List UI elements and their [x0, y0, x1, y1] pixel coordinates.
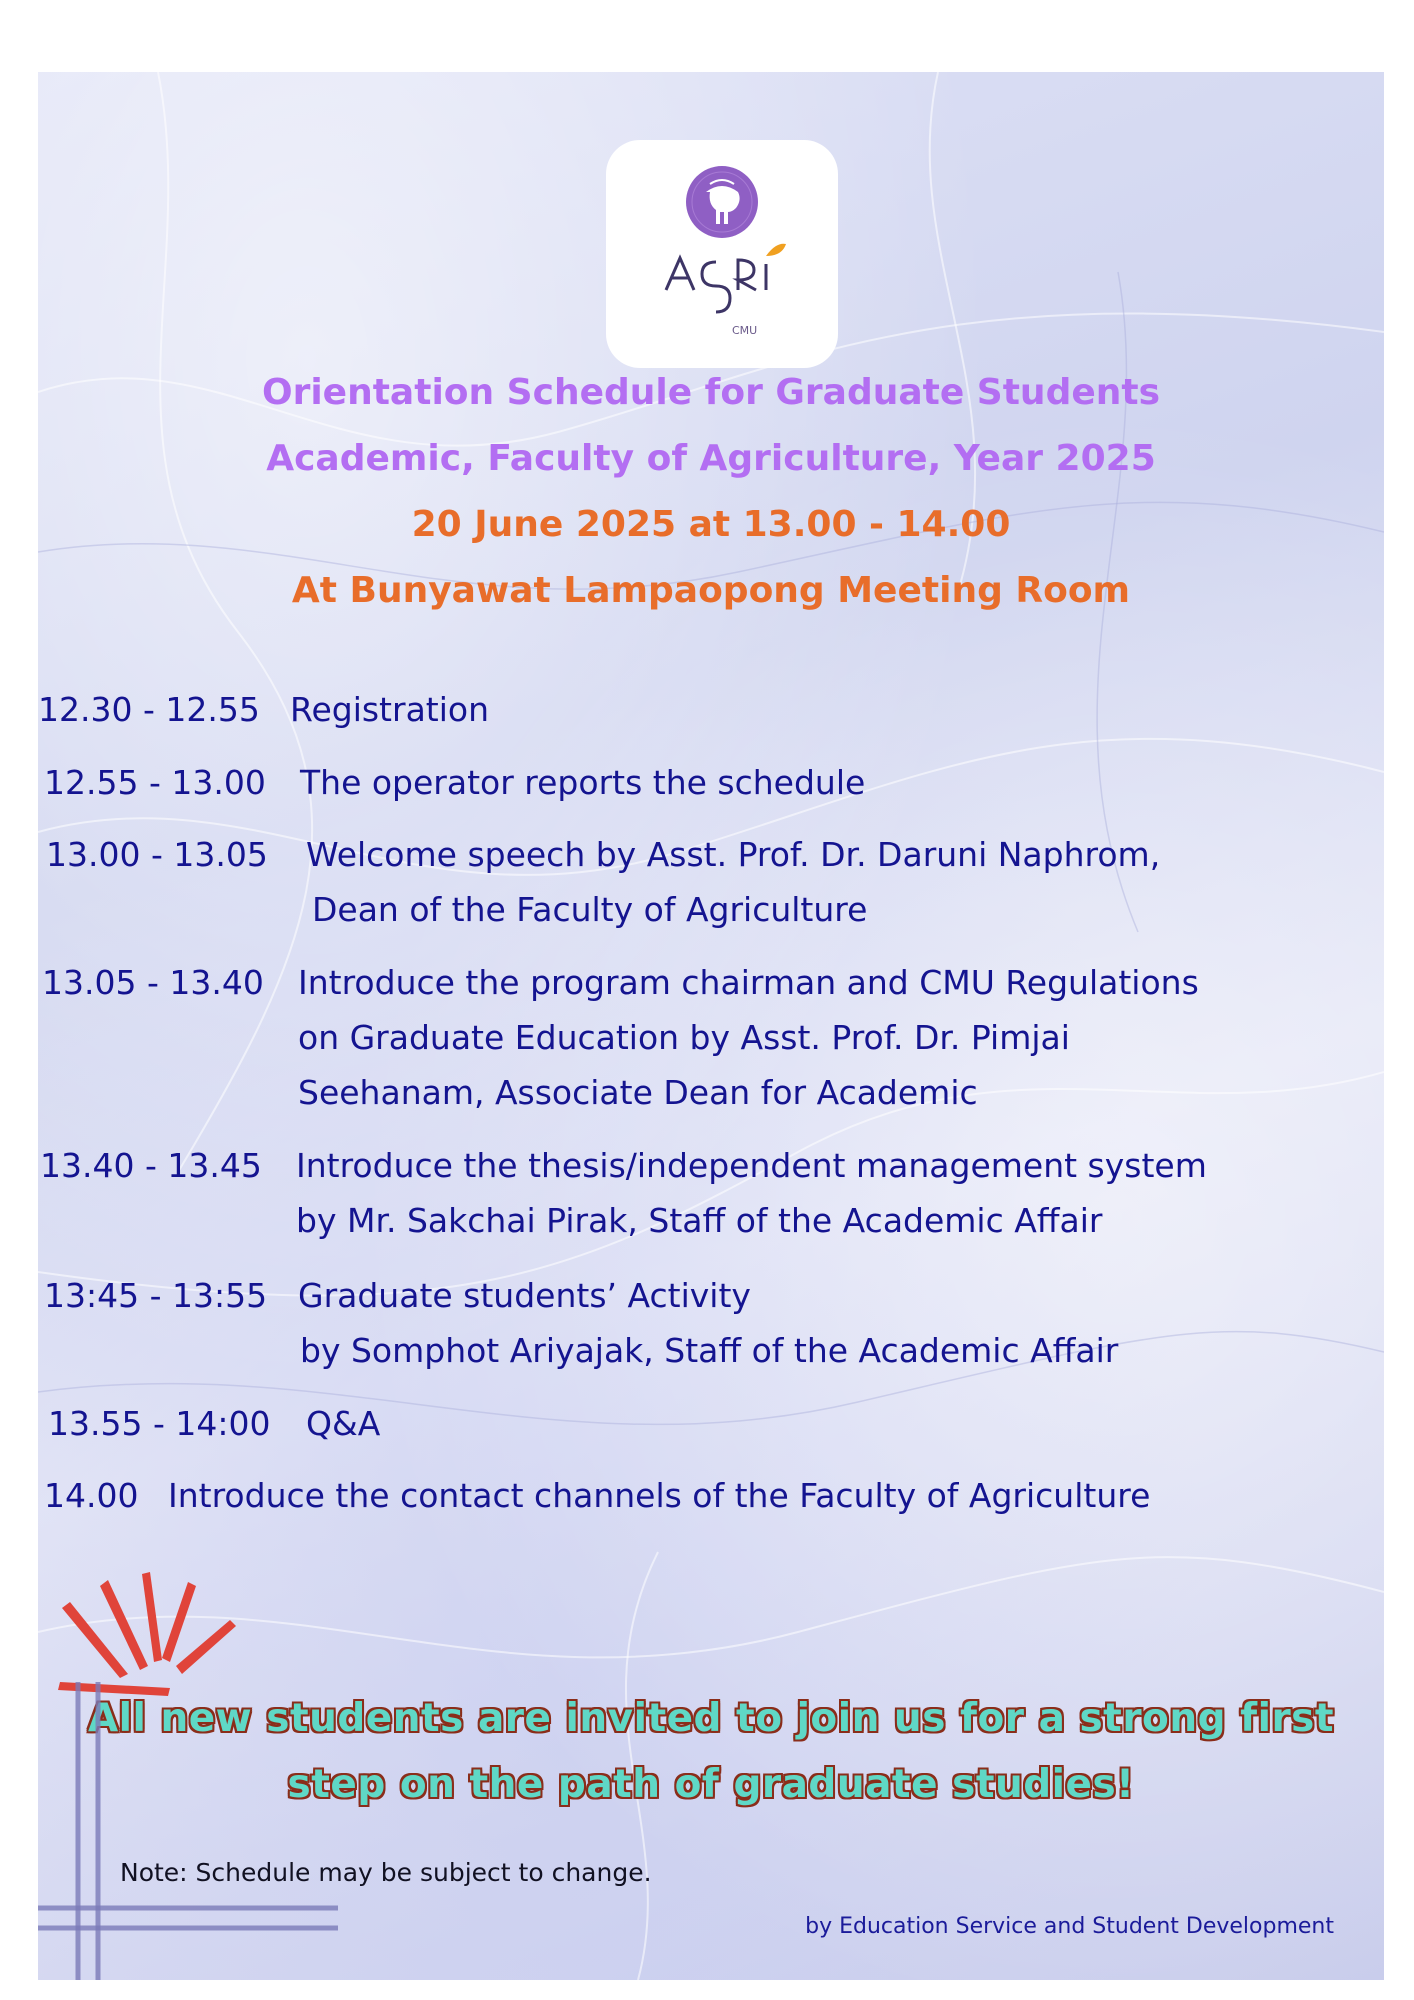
date-line: 20 June 2025 at 13.00 - 14.00: [411, 504, 1011, 545]
slogan-line-2: step on the path of graduate studies!: [287, 1762, 1135, 1807]
schedule-desc: The operator reports the schedule: [300, 763, 866, 802]
title-line-2: Academic, Faculty of Agriculture, Year 2025: [266, 438, 1156, 479]
schedule-desc: Seehanam, Associate Dean for Academic: [298, 1073, 978, 1112]
schedule-time: 12.55 - 13.00: [44, 763, 266, 802]
slogan-line-1: All new students are invited to join us for a strong first: [87, 1696, 1335, 1741]
schedule-time: 13:45 - 13:55: [44, 1276, 268, 1315]
schedule-desc: Introduce the thesis/independent management system: [296, 1146, 1207, 1185]
logo-cmu-text: CMU: [732, 324, 758, 337]
schedule-time: 14.00: [44, 1476, 139, 1515]
title-line-1: Orientation Schedule for Graduate Students: [261, 372, 1161, 413]
schedule-desc: Graduate students’ Activity: [298, 1276, 751, 1315]
schedule-desc: Q&A: [306, 1404, 381, 1443]
schedule-note: Note: Schedule may be subject to change.: [120, 1858, 652, 1887]
organizer-credit: by Education Service and Student Development: [805, 1914, 1334, 1939]
schedule-desc: Introduce the contact channels of the Faculty of Agriculture: [168, 1476, 1151, 1515]
schedule-time: 13.55 - 14:00: [48, 1404, 271, 1443]
schedule-desc: Registration: [290, 690, 489, 729]
schedule-desc: by Mr. Sakchai Pirak, Staff of the Academic Affair: [296, 1201, 1103, 1240]
schedule-desc: by Somphot Ariyajak, Staff of the Academic Affair: [300, 1331, 1119, 1370]
schedule-desc: Welcome speech by Asst. Prof. Dr. Daruni Naphrom,: [306, 835, 1161, 874]
schedule-time: 12.30 - 12.55: [38, 690, 260, 729]
schedule-desc: on Graduate Education by Asst. Prof. Dr. Pimjai: [298, 1018, 1070, 1057]
schedule-time: 13.00 - 13.05: [46, 835, 268, 874]
elephant-emblem-icon: [606, 140, 838, 368]
schedule-time: 13.05 - 13.40: [42, 963, 264, 1002]
poster-background: [38, 72, 1384, 1980]
corner-lines-decoration: [38, 1682, 338, 1980]
schedule-time: 13.40 - 13.45: [40, 1146, 262, 1185]
schedule-desc: Dean of the Faculty of Agriculture: [312, 890, 868, 929]
schedule-desc: Introduce the program chairman and CMU Regulations: [298, 963, 1199, 1002]
venue-line: At Bunyawat Lampaopong Meeting Room: [291, 570, 1131, 611]
faculty-logo: [606, 140, 838, 368]
